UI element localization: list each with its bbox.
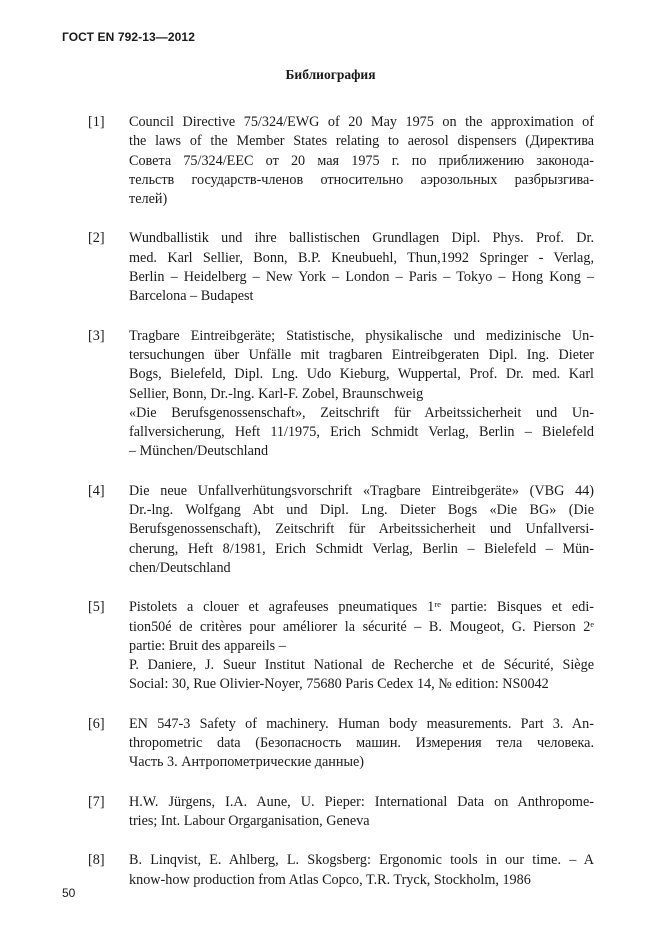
reference-text-line: Council Directive 75/324/EWG of 20 May 1975 on the approximation of bbox=[129, 114, 594, 130]
reference-item bbox=[88, 482, 594, 578]
reference-text-line: tion50é de critères pour améliorer la sécurité – B. Mougeot, G. Pierson 2ᵉ bbox=[129, 618, 594, 635]
reference-text-line: Pistolets a clouer et agrafeuses pneumatiques 1ʳᵉ partie: Bisques et edi- bbox=[129, 599, 594, 616]
reference-text-line: Berufsgenossenschaft), Zeitschrift für Arbeitssicherheit und Unfallversi- bbox=[129, 521, 594, 538]
reference-text-line: Wundballistik und ihre ballistischen Grundlagen Dipl. Phys. Prof. Dr. bbox=[129, 230, 594, 247]
reference-text-line: Dr.-lng. Wolfgang Abt und Dipl. Lng. Dieter Bogs «Die BG» (Die bbox=[129, 502, 594, 519]
reference-text-line: chen/Deutschland bbox=[129, 559, 231, 576]
reference-text-line: Barcelona – Budapest bbox=[129, 288, 254, 305]
reference-text-line: the laws of the Member States relating to aerosol dispensers (Директива bbox=[129, 133, 594, 150]
reference-number: [8] bbox=[88, 852, 105, 869]
page-title: Библиография bbox=[285, 67, 376, 82]
reference-text-line: телей) bbox=[129, 191, 168, 208]
reference-text-line: Bogs, Bielefeld, Dipl. Lng. Udo Kieburg, Wuppertal, Prof. Dr. med. Karl bbox=[129, 366, 594, 383]
reference-text-line: thropometric data (Безопасность машин. Измерения тела человека. bbox=[129, 735, 594, 752]
page-number: 50 bbox=[62, 886, 76, 900]
reference-text-line: Tragbare Eintreibgeräte; Statistische, physikalische und medizinische Un- bbox=[129, 327, 594, 344]
reference-text-line: tersuchungen über Unfälle mit tragbaren Eintreibgeraten Dipl. Ing. Dieter bbox=[129, 346, 594, 363]
reference-text-line: partie: Bruit des appareils – bbox=[129, 637, 286, 654]
reference-number: [5] bbox=[88, 599, 105, 616]
reference-text-line: tries; Int. Labour Orgarganisation, Geneva bbox=[129, 812, 370, 829]
reference-text-line: B. Linqvist, E. Ahlberg, L. Skogsberg: Ergonomic tools in our time. – A bbox=[129, 852, 594, 869]
reference-number: [7] bbox=[88, 793, 105, 810]
reference-item bbox=[88, 327, 594, 462]
reference-number: [3] bbox=[88, 327, 105, 344]
reference-number: [4] bbox=[88, 482, 105, 499]
reference-number: [6] bbox=[88, 715, 105, 732]
reference-text-line: Совета 75/324/ЕЕС от 20 мая 1975 г. по приближению законода- bbox=[129, 152, 594, 169]
reference-item bbox=[88, 598, 594, 694]
reference-item bbox=[88, 793, 594, 832]
reference-text-line: fallversicherung, Heft 11/1975, Erich Schmidt Verlag, Berlin – Bielefeld bbox=[129, 424, 594, 441]
bibliography-list bbox=[88, 113, 594, 890]
reference-item bbox=[88, 715, 594, 773]
document-header: ГОСТ EN 792-13—2012 bbox=[62, 30, 195, 44]
reference-text-line: H.W. Jürgens, I.A. Aune, U. Pieper: International Data on Anthropome- bbox=[129, 793, 594, 810]
reference-item bbox=[88, 229, 594, 306]
reference-text-line: Часть 3. Антропометрические данные) bbox=[129, 754, 365, 771]
reference-text-line: Berlin – Heidelberg – New York – London – Paris – Tokyo – Hong Kong – bbox=[129, 269, 594, 286]
reference-item bbox=[88, 113, 594, 209]
reference-text-line: cherung, Heft 8/1981, Erich Schmidt Verlag, Berlin – Bielefeld – Mün- bbox=[129, 540, 594, 557]
reference-text-line: Social: 30, Rue Olivier-Noyer, 75680 Paris Cedex 14, № edition: NS0042 bbox=[129, 676, 549, 693]
reference-number: [2] bbox=[88, 230, 105, 247]
reference-text-line: P. Daniere, J. Sueur Institut National de Recherche et de Sécurité, Siège bbox=[129, 657, 594, 674]
reference-text-line: тельств государств-членов относительно аэрозольных разбрызгива- bbox=[129, 171, 594, 188]
reference-number: [1] bbox=[88, 114, 105, 130]
reference-text-line: Sellier, Bonn, Dr.-lng. Karl-F. Zobel, Braunschweig bbox=[129, 385, 424, 402]
reference-text-line: know-how production from Atlas Copco, T.R. Tryck, Stockholm, 1986 bbox=[129, 871, 531, 888]
reference-item bbox=[88, 851, 594, 890]
reference-text-line: med. Karl Sellier, Bonn, B.P. Kneubuehl, Thun,1992 Springer - Verlag, bbox=[129, 249, 594, 266]
reference-text-line: «Die Berufsgenossenschaft», Zeitschrift für Arbeitssicherheit und Un- bbox=[129, 404, 594, 421]
reference-text-line: – München/Deutschland bbox=[129, 443, 269, 460]
reference-text-line: EN 547-3 Safety of machinery. Human body measurements. Part 3. An- bbox=[129, 715, 594, 732]
reference-text-line: Die neue Unfallverhütungsvorschrift «Tragbare Eintreibgeräte» (VBG 44) bbox=[129, 482, 594, 499]
